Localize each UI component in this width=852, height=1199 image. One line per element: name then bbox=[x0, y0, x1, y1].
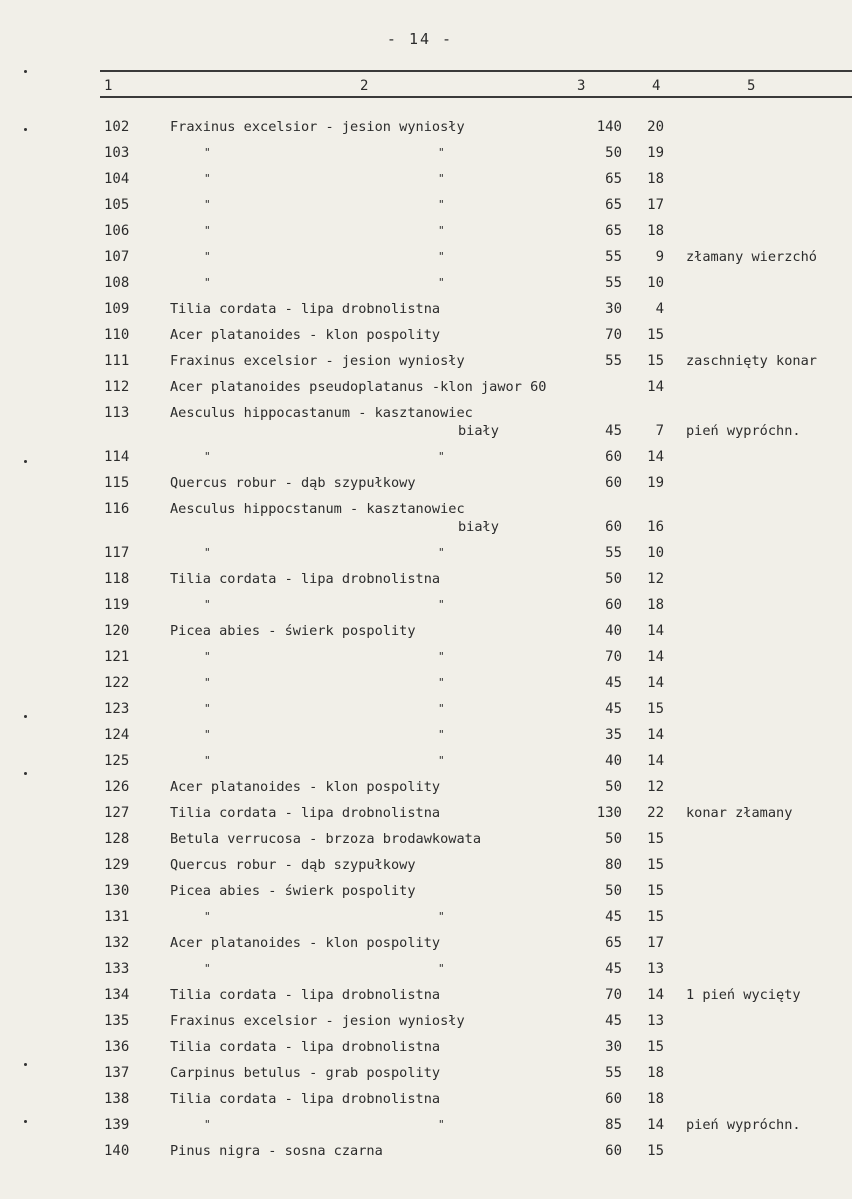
value-col-4: 15 bbox=[647, 909, 664, 925]
value-col-3: 35 bbox=[605, 727, 622, 743]
ditto-mark: " bbox=[204, 962, 211, 975]
ditto-mark: " bbox=[438, 702, 445, 715]
row-number: 110 bbox=[104, 327, 130, 343]
value-col-4: 18 bbox=[647, 223, 664, 239]
ditto-mark: " bbox=[204, 650, 211, 663]
value-col-3: 30 bbox=[605, 301, 622, 317]
row-number: 124 bbox=[104, 727, 130, 743]
note: 1 pień wycięty bbox=[686, 987, 801, 1003]
table-row bbox=[0, 1086, 852, 1112]
value-col-4: 12 bbox=[647, 571, 664, 587]
ditto-mark: " bbox=[204, 450, 211, 463]
value-col-3: 45 bbox=[605, 961, 622, 977]
value-col-4: 15 bbox=[647, 883, 664, 899]
ditto-mark: " bbox=[204, 754, 211, 767]
species-name: Tilia cordata - lipa drobnolistna bbox=[170, 571, 441, 587]
ditto-mark: " bbox=[438, 276, 445, 289]
value-col-4: 14 bbox=[647, 753, 664, 769]
value-col-3: 60 bbox=[605, 597, 622, 613]
value-col-4: 17 bbox=[647, 935, 664, 951]
value-col-4: 13 bbox=[647, 1013, 664, 1029]
value-col-4: 14 bbox=[647, 987, 664, 1003]
value-col-4: 15 bbox=[647, 701, 664, 717]
value-col-4: 20 bbox=[647, 119, 664, 135]
species-name: Picea abies - świerk pospolity bbox=[170, 883, 416, 899]
table-header-rule bbox=[100, 96, 852, 98]
ditto-mark: " bbox=[204, 198, 211, 211]
margin-mark bbox=[24, 128, 27, 131]
value-col-3: 50 bbox=[605, 571, 622, 587]
row-number: 125 bbox=[104, 753, 130, 769]
table-row bbox=[0, 296, 852, 322]
value-col-4: 15 bbox=[647, 327, 664, 343]
ditto-mark: " bbox=[204, 172, 211, 185]
value-col-4: 19 bbox=[647, 475, 664, 491]
species-name: Aesculus hippocastanum - kasztanowiec bbox=[170, 405, 473, 421]
value-col-4: 18 bbox=[647, 597, 664, 613]
species-name-continued: biały bbox=[458, 519, 499, 535]
row-number: 134 bbox=[104, 987, 130, 1003]
value-col-4: 15 bbox=[647, 1143, 664, 1159]
value-col-4: 19 bbox=[647, 145, 664, 161]
note: zaschnięty konar bbox=[686, 353, 817, 369]
value-col-4: 16 bbox=[647, 519, 664, 535]
value-col-3: 40 bbox=[605, 623, 622, 639]
row-number: 122 bbox=[104, 675, 130, 691]
value-col-3: 55 bbox=[605, 545, 622, 561]
row-number: 120 bbox=[104, 623, 130, 639]
value-col-3: 65 bbox=[605, 223, 622, 239]
row-number: 102 bbox=[104, 119, 130, 135]
table-row bbox=[0, 930, 852, 956]
table-row bbox=[0, 470, 852, 496]
row-number: 103 bbox=[104, 145, 130, 161]
species-name: Aesculus hippocstanum - kasztanowiec bbox=[170, 501, 465, 517]
margin-mark bbox=[24, 1063, 27, 1066]
ditto-mark: " bbox=[204, 1118, 211, 1131]
row-number: 128 bbox=[104, 831, 130, 847]
table-row bbox=[0, 1034, 852, 1060]
species-name: Acer platanoides pseudoplatanus -klon jawor 60 bbox=[170, 379, 547, 395]
value-col-4: 18 bbox=[647, 171, 664, 187]
value-col-3: 50 bbox=[605, 831, 622, 847]
table-row bbox=[0, 540, 852, 566]
species-name: Pinus nigra - sosna czarna bbox=[170, 1143, 383, 1159]
margin-mark bbox=[24, 70, 27, 73]
table-row bbox=[0, 1112, 852, 1138]
value-col-3: 65 bbox=[605, 935, 622, 951]
value-col-3: 55 bbox=[605, 249, 622, 265]
table-row bbox=[0, 192, 852, 218]
species-name: Picea abies - świerk pospolity bbox=[170, 623, 416, 639]
row-number: 127 bbox=[104, 805, 130, 821]
ditto-mark: " bbox=[438, 172, 445, 185]
value-col-4: 15 bbox=[647, 857, 664, 873]
table-row bbox=[0, 618, 852, 644]
margin-mark bbox=[24, 1120, 27, 1123]
value-col-3: 55 bbox=[605, 353, 622, 369]
row-number: 106 bbox=[104, 223, 130, 239]
row-number: 138 bbox=[104, 1091, 130, 1107]
species-name: Tilia cordata - lipa drobnolistna bbox=[170, 987, 441, 1003]
value-col-3: 45 bbox=[605, 675, 622, 691]
ditto-mark: " bbox=[204, 702, 211, 715]
ditto-mark: " bbox=[204, 250, 211, 263]
ditto-mark: " bbox=[438, 962, 445, 975]
value-col-4: 14 bbox=[647, 379, 664, 395]
table-row bbox=[0, 982, 852, 1008]
row-number: 119 bbox=[104, 597, 130, 613]
value-col-4: 13 bbox=[647, 961, 664, 977]
value-col-4: 7 bbox=[655, 423, 664, 439]
row-number: 123 bbox=[104, 701, 130, 717]
ditto-mark: " bbox=[204, 910, 211, 923]
row-number: 108 bbox=[104, 275, 130, 291]
ditto-mark: " bbox=[438, 250, 445, 263]
species-name-continued: biały bbox=[458, 423, 499, 439]
ditto-mark: " bbox=[438, 1118, 445, 1131]
species-name: Carpinus betulus - grab pospolity bbox=[170, 1065, 441, 1081]
ditto-mark: " bbox=[204, 146, 211, 159]
table-row bbox=[0, 878, 852, 904]
table-row bbox=[0, 114, 852, 140]
value-col-4: 14 bbox=[647, 727, 664, 743]
value-col-3: 70 bbox=[605, 987, 622, 1003]
row-number: 121 bbox=[104, 649, 130, 665]
ditto-mark: " bbox=[438, 650, 445, 663]
note: pień wypróchn. bbox=[686, 423, 801, 439]
value-col-3: 50 bbox=[605, 883, 622, 899]
table-row bbox=[0, 852, 852, 878]
row-number: 131 bbox=[104, 909, 130, 925]
value-col-3: 80 bbox=[605, 857, 622, 873]
row-number: 112 bbox=[104, 379, 130, 395]
value-col-3: 85 bbox=[605, 1117, 622, 1133]
ditto-mark: " bbox=[438, 198, 445, 211]
value-col-3: 60 bbox=[605, 449, 622, 465]
ditto-mark: " bbox=[438, 910, 445, 923]
species-name: Quercus robur - dąb szypułkowy bbox=[170, 857, 416, 873]
table-body bbox=[0, 114, 852, 1164]
table-row bbox=[0, 400, 852, 444]
species-name: Fraxinus excelsior - jesion wyniosły bbox=[170, 1013, 465, 1029]
table-row bbox=[0, 166, 852, 192]
value-col-3: 50 bbox=[605, 145, 622, 161]
margin-mark bbox=[24, 460, 27, 463]
value-col-4: 18 bbox=[647, 1065, 664, 1081]
row-number: 129 bbox=[104, 857, 130, 873]
value-col-4: 15 bbox=[647, 353, 664, 369]
table-row bbox=[0, 774, 852, 800]
table-row bbox=[0, 244, 852, 270]
row-number: 111 bbox=[104, 353, 130, 369]
header-col-4: 4 bbox=[652, 78, 661, 94]
table-row bbox=[0, 1008, 852, 1034]
value-col-3: 45 bbox=[605, 1013, 622, 1029]
species-name: Tilia cordata - lipa drobnolistna bbox=[170, 1039, 441, 1055]
table-row bbox=[0, 322, 852, 348]
row-number: 118 bbox=[104, 571, 130, 587]
ditto-mark: " bbox=[204, 546, 211, 559]
row-number: 130 bbox=[104, 883, 130, 899]
value-col-4: 18 bbox=[647, 1091, 664, 1107]
header-col-5: 5 bbox=[747, 78, 756, 94]
species-name: Acer platanoides - klon pospolity bbox=[170, 327, 441, 343]
table-row bbox=[0, 722, 852, 748]
ditto-mark: " bbox=[438, 728, 445, 741]
value-col-4: 10 bbox=[647, 275, 664, 291]
value-col-3: 130 bbox=[596, 805, 622, 821]
value-col-3: 65 bbox=[605, 171, 622, 187]
margin-mark bbox=[24, 715, 27, 718]
value-col-3: 65 bbox=[605, 197, 622, 213]
value-col-3: 55 bbox=[605, 275, 622, 291]
note: konar złamany bbox=[686, 805, 793, 821]
margin-mark bbox=[24, 772, 27, 775]
value-col-4: 15 bbox=[647, 1039, 664, 1055]
row-number: 126 bbox=[104, 779, 130, 795]
value-col-3: 60 bbox=[605, 1091, 622, 1107]
row-number: 140 bbox=[104, 1143, 130, 1159]
note: pień wypróchn. bbox=[686, 1117, 801, 1133]
ditto-mark: " bbox=[438, 146, 445, 159]
table-row bbox=[0, 348, 852, 374]
value-col-3: 45 bbox=[605, 701, 622, 717]
ditto-mark: " bbox=[438, 224, 445, 237]
value-col-4: 9 bbox=[655, 249, 664, 265]
value-col-4: 14 bbox=[647, 623, 664, 639]
table-row bbox=[0, 496, 852, 540]
species-name: Acer platanoides - klon pospolity bbox=[170, 779, 441, 795]
table-row bbox=[0, 956, 852, 982]
table-row bbox=[0, 904, 852, 930]
header-col-2: 2 bbox=[360, 78, 369, 94]
table-header bbox=[0, 78, 852, 96]
species-name: Tilia cordata - lipa drobnolistna bbox=[170, 805, 441, 821]
row-number: 135 bbox=[104, 1013, 130, 1029]
table-top-rule bbox=[100, 70, 852, 72]
row-number: 117 bbox=[104, 545, 130, 561]
value-col-3: 40 bbox=[605, 753, 622, 769]
value-col-4: 14 bbox=[647, 1117, 664, 1133]
ditto-mark: " bbox=[204, 676, 211, 689]
value-col-4: 22 bbox=[647, 805, 664, 821]
row-number: 109 bbox=[104, 301, 130, 317]
ditto-mark: " bbox=[204, 276, 211, 289]
page-number: - 14 - bbox=[386, 30, 454, 48]
value-col-4: 14 bbox=[647, 675, 664, 691]
row-number: 104 bbox=[104, 171, 130, 187]
value-col-3: 50 bbox=[605, 779, 622, 795]
value-col-3: 70 bbox=[605, 327, 622, 343]
row-number: 113 bbox=[104, 405, 130, 421]
row-number: 115 bbox=[104, 475, 130, 491]
table-row bbox=[0, 592, 852, 618]
header-col-3: 3 bbox=[577, 78, 586, 94]
value-col-3: 45 bbox=[605, 909, 622, 925]
note: złamany wierzchó bbox=[686, 249, 817, 265]
value-col-4: 12 bbox=[647, 779, 664, 795]
header-col-1: 1 bbox=[104, 78, 113, 94]
ditto-mark: " bbox=[204, 728, 211, 741]
value-col-3: 55 bbox=[605, 1065, 622, 1081]
species-name: Fraxinus excelsior - jesion wyniosły bbox=[170, 353, 465, 369]
ditto-mark: " bbox=[438, 676, 445, 689]
table-row bbox=[0, 1138, 852, 1164]
row-number: 139 bbox=[104, 1117, 130, 1133]
table-row bbox=[0, 800, 852, 826]
value-col-3: 45 bbox=[605, 423, 622, 439]
table-row bbox=[0, 140, 852, 166]
value-col-4: 17 bbox=[647, 197, 664, 213]
table-row bbox=[0, 670, 852, 696]
species-name: Tilia cordata - lipa drobnolistna bbox=[170, 301, 441, 317]
table-row bbox=[0, 644, 852, 670]
value-col-4: 4 bbox=[655, 301, 664, 317]
ditto-mark: " bbox=[204, 224, 211, 237]
species-name: Betula verrucosa - brzoza brodawkowata bbox=[170, 831, 481, 847]
ditto-mark: " bbox=[204, 598, 211, 611]
table-row bbox=[0, 270, 852, 296]
table-row bbox=[0, 566, 852, 592]
row-number: 105 bbox=[104, 197, 130, 213]
value-col-4: 14 bbox=[647, 449, 664, 465]
species-name: Tilia cordata - lipa drobnolistna bbox=[170, 1091, 441, 1107]
row-number: 114 bbox=[104, 449, 130, 465]
value-col-3: 140 bbox=[596, 119, 622, 135]
ditto-mark: " bbox=[438, 450, 445, 463]
value-col-4: 14 bbox=[647, 649, 664, 665]
row-number: 133 bbox=[104, 961, 130, 977]
table-row bbox=[0, 218, 852, 244]
value-col-4: 10 bbox=[647, 545, 664, 561]
row-number: 137 bbox=[104, 1065, 130, 1081]
table-row bbox=[0, 1060, 852, 1086]
value-col-3: 60 bbox=[605, 519, 622, 535]
table-row bbox=[0, 444, 852, 470]
species-name: Acer platanoides - klon pospolity bbox=[170, 935, 441, 951]
species-name: Quercus robur - dąb szypułkowy bbox=[170, 475, 416, 491]
species-name: Fraxinus excelsior - jesion wyniosły bbox=[170, 119, 465, 135]
ditto-mark: " bbox=[438, 754, 445, 767]
row-number: 116 bbox=[104, 501, 130, 517]
value-col-4: 15 bbox=[647, 831, 664, 847]
value-col-3: 60 bbox=[605, 475, 622, 491]
table-row bbox=[0, 826, 852, 852]
row-number: 107 bbox=[104, 249, 130, 265]
value-col-3: 60 bbox=[605, 1143, 622, 1159]
ditto-mark: " bbox=[438, 546, 445, 559]
ditto-mark: " bbox=[438, 598, 445, 611]
row-number: 132 bbox=[104, 935, 130, 951]
table-row bbox=[0, 748, 852, 774]
table-row bbox=[0, 374, 852, 400]
value-col-3: 70 bbox=[605, 649, 622, 665]
value-col-3: 30 bbox=[605, 1039, 622, 1055]
table-row bbox=[0, 696, 852, 722]
row-number: 136 bbox=[104, 1039, 130, 1055]
